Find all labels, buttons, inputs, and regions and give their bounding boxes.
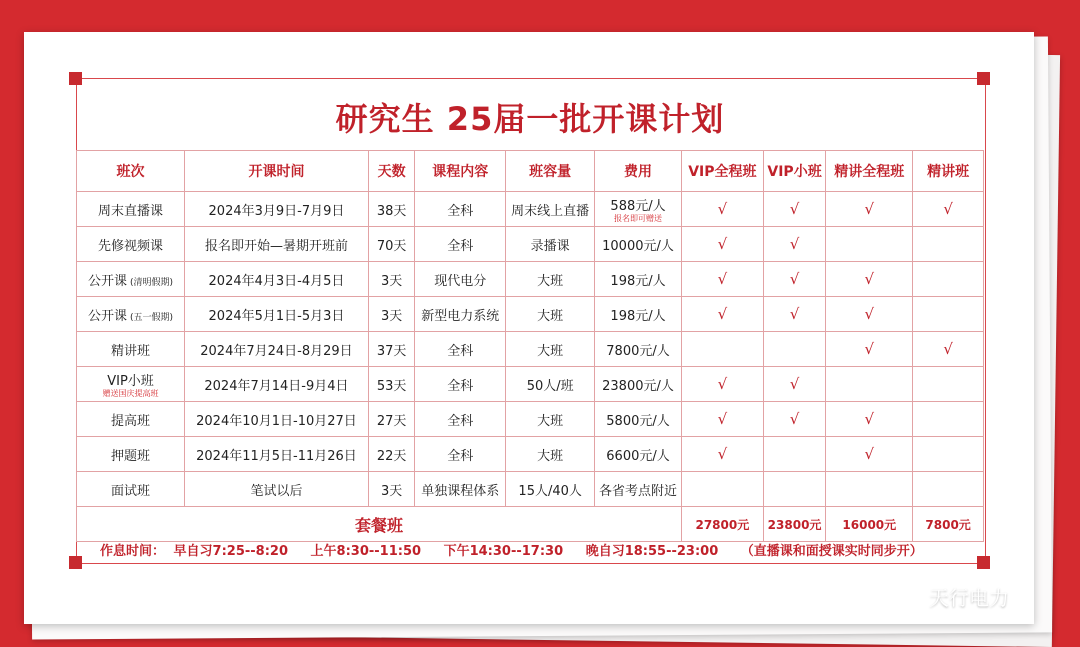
days: 27天 bbox=[376, 413, 407, 429]
course-content: 全科 bbox=[447, 343, 474, 359]
class-name: 公开课 bbox=[88, 273, 128, 289]
footer-morning: 早自习7:25--8:20 bbox=[173, 544, 289, 559]
class-name-cell bbox=[77, 227, 185, 262]
check-mark: √ bbox=[789, 305, 800, 323]
header-class: 班次 bbox=[77, 151, 185, 192]
check-cell-jj bbox=[913, 227, 984, 262]
course-content: 全科 bbox=[447, 448, 474, 464]
table-row bbox=[77, 367, 984, 402]
fee-cell bbox=[595, 472, 682, 507]
capacity-cell bbox=[506, 367, 595, 402]
class-capacity: 大班 bbox=[537, 273, 564, 289]
header-jj-full: 精讲全程班 bbox=[826, 151, 913, 192]
class-name: 先修视频课 bbox=[98, 238, 164, 254]
header-vip-full: VIP全程班 bbox=[681, 151, 763, 192]
check-cell-vip-full bbox=[681, 402, 763, 437]
check-mark: √ bbox=[943, 340, 953, 358]
footer-note: （直播课和面授课实时同步开） bbox=[740, 544, 923, 559]
check-cell-jj-full bbox=[826, 472, 913, 507]
package-price-jj: 7800元 bbox=[913, 507, 984, 542]
check-cell-vip-small bbox=[763, 402, 826, 437]
class-name: 公开课 bbox=[88, 308, 128, 324]
check-cell-jj-full bbox=[826, 227, 913, 262]
check-mark: √ bbox=[789, 235, 800, 253]
content-cell bbox=[415, 192, 506, 227]
start-time: 报名即开始—暑期开班前 bbox=[204, 238, 348, 254]
class-name-cell bbox=[77, 402, 185, 437]
days: 37天 bbox=[376, 343, 407, 359]
check-cell-vip-small bbox=[763, 367, 826, 402]
check-cell-vip-small bbox=[763, 437, 826, 472]
class-name-cell bbox=[77, 472, 185, 507]
corner-ornament bbox=[69, 72, 82, 85]
wechat-icon bbox=[893, 584, 923, 608]
check-mark: √ bbox=[943, 200, 953, 218]
package-label: 套餐班 bbox=[77, 507, 682, 542]
content-cell bbox=[415, 367, 506, 402]
table-header-row bbox=[77, 151, 984, 192]
check-mark: √ bbox=[864, 200, 875, 218]
class-name-note: 赠送国庆提高班 bbox=[102, 389, 159, 398]
check-cell-vip-full bbox=[681, 192, 763, 227]
check-mark: √ bbox=[717, 410, 728, 428]
class-name-note: (五一假期) bbox=[130, 312, 174, 323]
check-cell-vip-full bbox=[681, 227, 763, 262]
content-cell bbox=[415, 437, 506, 472]
table-row bbox=[77, 227, 984, 262]
days: 3天 bbox=[380, 273, 403, 289]
check-mark: √ bbox=[864, 270, 875, 288]
check-mark: √ bbox=[789, 375, 800, 393]
fee-cell bbox=[595, 402, 682, 437]
content-cell bbox=[415, 472, 506, 507]
fee: 7800元/人 bbox=[606, 343, 670, 359]
days-cell bbox=[368, 367, 414, 402]
check-cell-jj-full bbox=[826, 192, 913, 227]
start-time-cell bbox=[185, 472, 369, 507]
days-cell bbox=[368, 192, 414, 227]
fee-cell bbox=[595, 262, 682, 297]
start-time: 2024年3月9日-7月9日 bbox=[208, 203, 345, 219]
days: 3天 bbox=[380, 308, 403, 324]
header-days: 天数 bbox=[368, 151, 414, 192]
days: 22天 bbox=[376, 448, 407, 464]
check-cell-vip-full bbox=[681, 437, 763, 472]
class-capacity: 录播课 bbox=[530, 238, 570, 254]
table-row bbox=[77, 437, 984, 472]
class-name: 精讲班 bbox=[111, 343, 151, 359]
package-price-vip-full: 27800元 bbox=[681, 507, 763, 542]
check-cell-vip-full bbox=[681, 297, 763, 332]
corner-ornament bbox=[977, 72, 990, 85]
capacity-cell bbox=[506, 402, 595, 437]
fee-cell bbox=[595, 437, 682, 472]
check-cell-jj-full bbox=[826, 402, 913, 437]
content-cell bbox=[415, 297, 506, 332]
class-name: VIP小班 bbox=[107, 374, 154, 389]
check-cell-vip-small bbox=[763, 262, 826, 297]
check-cell-vip-small bbox=[763, 332, 826, 367]
fee-cell bbox=[595, 297, 682, 332]
table-row bbox=[77, 402, 984, 437]
check-mark: √ bbox=[717, 445, 728, 463]
course-content: 全科 bbox=[447, 413, 474, 429]
table-row bbox=[77, 472, 984, 507]
check-cell-jj-full bbox=[826, 332, 913, 367]
capacity-cell bbox=[506, 227, 595, 262]
check-cell-jj bbox=[913, 402, 984, 437]
check-cell-vip-small bbox=[763, 227, 826, 262]
capacity-cell bbox=[506, 192, 595, 227]
page-title: 研究生 25届一批开课计划 bbox=[335, 100, 725, 138]
fee-note: 报名即可赠送 bbox=[614, 214, 663, 223]
check-cell-jj bbox=[913, 192, 984, 227]
check-cell-jj bbox=[913, 472, 984, 507]
start-time-cell bbox=[185, 297, 369, 332]
check-cell-jj bbox=[913, 437, 984, 472]
check-cell-jj-full bbox=[826, 297, 913, 332]
class-name-cell bbox=[77, 192, 185, 227]
table-row bbox=[77, 332, 984, 367]
start-time-cell bbox=[185, 227, 369, 262]
start-time: 2024年5月1日-5月3日 bbox=[208, 308, 345, 324]
class-capacity: 50人/班 bbox=[526, 378, 574, 394]
course-content: 单独课程体系 bbox=[421, 483, 500, 499]
class-name: 周末直播课 bbox=[98, 203, 164, 219]
fee: 588元/人 bbox=[610, 199, 666, 214]
days-cell bbox=[368, 472, 414, 507]
check-cell-jj bbox=[913, 262, 984, 297]
days-cell bbox=[368, 402, 414, 437]
check-mark: √ bbox=[789, 410, 800, 428]
header-vip-small: VIP小班 bbox=[763, 151, 826, 192]
days-cell bbox=[368, 297, 414, 332]
content-cell bbox=[415, 332, 506, 367]
check-cell-vip-full bbox=[681, 367, 763, 402]
check-cell-vip-full bbox=[681, 262, 763, 297]
class-capacity: 大班 bbox=[537, 413, 564, 429]
fee: 198元/人 bbox=[610, 308, 666, 324]
start-time-cell bbox=[185, 332, 369, 367]
fee-cell bbox=[595, 192, 682, 227]
fee: 198元/人 bbox=[610, 273, 666, 289]
package-price-vip-small: 23800元 bbox=[763, 507, 826, 542]
capacity-cell bbox=[506, 332, 595, 367]
check-mark: √ bbox=[864, 305, 875, 323]
footer-am: 上午8:30--11:50 bbox=[310, 544, 422, 559]
check-mark: √ bbox=[717, 305, 728, 323]
footer-label: 作息时间： bbox=[100, 544, 166, 559]
content-cell bbox=[415, 402, 506, 437]
check-cell-jj-full bbox=[826, 367, 913, 402]
check-mark: √ bbox=[717, 270, 728, 288]
class-name-cell bbox=[77, 437, 185, 472]
corner-ornament bbox=[69, 556, 82, 569]
class-capacity: 大班 bbox=[537, 448, 564, 464]
start-time-cell bbox=[185, 367, 369, 402]
check-mark: √ bbox=[864, 340, 875, 358]
schedule-footer bbox=[100, 540, 980, 559]
start-time: 2024年4月3日-4月5日 bbox=[208, 273, 345, 289]
start-time-cell bbox=[185, 262, 369, 297]
capacity-cell bbox=[506, 262, 595, 297]
watermark-text: 天行电力 bbox=[929, 585, 1009, 610]
check-cell-jj-full bbox=[826, 437, 913, 472]
fee-cell bbox=[595, 332, 682, 367]
schedule-table bbox=[76, 150, 984, 542]
course-content: 新型电力系统 bbox=[421, 308, 500, 324]
check-mark: √ bbox=[789, 200, 800, 218]
watermark bbox=[893, 582, 1009, 610]
course-content: 全科 bbox=[447, 203, 474, 219]
check-mark: √ bbox=[789, 270, 800, 288]
check-cell-jj bbox=[913, 332, 984, 367]
start-time: 笔试以后 bbox=[250, 483, 303, 499]
check-cell-jj bbox=[913, 367, 984, 402]
capacity-cell bbox=[506, 297, 595, 332]
check-mark: √ bbox=[717, 375, 728, 393]
course-content: 全科 bbox=[447, 238, 474, 254]
table-row bbox=[77, 262, 984, 297]
days-cell bbox=[368, 332, 414, 367]
course-content: 现代电分 bbox=[434, 273, 487, 289]
class-name-cell bbox=[77, 367, 185, 402]
check-cell-jj-full bbox=[826, 262, 913, 297]
class-name: 面试班 bbox=[111, 483, 151, 499]
check-cell-jj bbox=[913, 297, 984, 332]
header-capacity: 班容量 bbox=[506, 151, 595, 192]
days: 70天 bbox=[376, 238, 407, 254]
header-jj: 精讲班 bbox=[913, 151, 984, 192]
footer-pm: 下午14:30--17:30 bbox=[443, 544, 564, 559]
days: 53天 bbox=[376, 378, 407, 394]
fee: 10000元/人 bbox=[602, 238, 674, 254]
check-cell-vip-small bbox=[763, 472, 826, 507]
course-content: 全科 bbox=[447, 378, 474, 394]
header-content: 课程内容 bbox=[415, 151, 506, 192]
fee: 23800元/人 bbox=[602, 378, 674, 394]
check-mark: √ bbox=[864, 445, 875, 463]
fee-cell bbox=[595, 227, 682, 262]
check-mark: √ bbox=[864, 410, 875, 428]
header-start-time: 开课时间 bbox=[185, 151, 369, 192]
fee: 6600元/人 bbox=[606, 448, 670, 464]
days-cell bbox=[368, 227, 414, 262]
start-time: 2024年10月1日-10月27日 bbox=[196, 413, 357, 429]
class-capacity: 大班 bbox=[537, 308, 564, 324]
days-cell bbox=[368, 437, 414, 472]
fee: 5800元/人 bbox=[606, 413, 670, 429]
header-fee: 费用 bbox=[595, 151, 682, 192]
start-time: 2024年7月14日-9月4日 bbox=[204, 378, 349, 394]
start-time-cell bbox=[185, 402, 369, 437]
class-name-note: (清明假期) bbox=[130, 277, 174, 288]
class-name: 押题班 bbox=[111, 448, 151, 464]
class-capacity: 大班 bbox=[537, 343, 564, 359]
days: 38天 bbox=[376, 203, 407, 219]
start-time: 2024年7月24日-8月29日 bbox=[200, 343, 353, 359]
start-time-cell bbox=[185, 437, 369, 472]
table-row bbox=[77, 297, 984, 332]
capacity-cell bbox=[506, 437, 595, 472]
class-name-cell bbox=[77, 262, 185, 297]
fee: 各省考点附近 bbox=[599, 483, 678, 499]
class-name: 提高班 bbox=[111, 413, 151, 429]
footer-evening: 晚自习18:55--23:00 bbox=[585, 544, 719, 559]
start-time: 2024年11月5日-11月26日 bbox=[196, 448, 357, 464]
table-row bbox=[77, 192, 984, 227]
check-cell-vip-full bbox=[681, 472, 763, 507]
class-capacity: 周末线上直播 bbox=[511, 203, 590, 219]
check-cell-vip-small bbox=[763, 192, 826, 227]
class-capacity: 15人/40人 bbox=[518, 483, 582, 499]
check-mark: √ bbox=[717, 200, 728, 218]
content-cell bbox=[415, 227, 506, 262]
days-cell bbox=[368, 262, 414, 297]
package-row bbox=[77, 507, 984, 542]
check-cell-vip-full bbox=[681, 332, 763, 367]
content-cell bbox=[415, 262, 506, 297]
check-cell-vip-small bbox=[763, 297, 826, 332]
class-name-cell bbox=[77, 332, 185, 367]
days: 3天 bbox=[380, 483, 403, 499]
start-time-cell bbox=[185, 192, 369, 227]
class-name-cell bbox=[77, 297, 185, 332]
package-price-jj-full: 16000元 bbox=[826, 507, 913, 542]
capacity-cell bbox=[506, 472, 595, 507]
check-mark: √ bbox=[717, 235, 728, 253]
fee-cell bbox=[595, 367, 682, 402]
